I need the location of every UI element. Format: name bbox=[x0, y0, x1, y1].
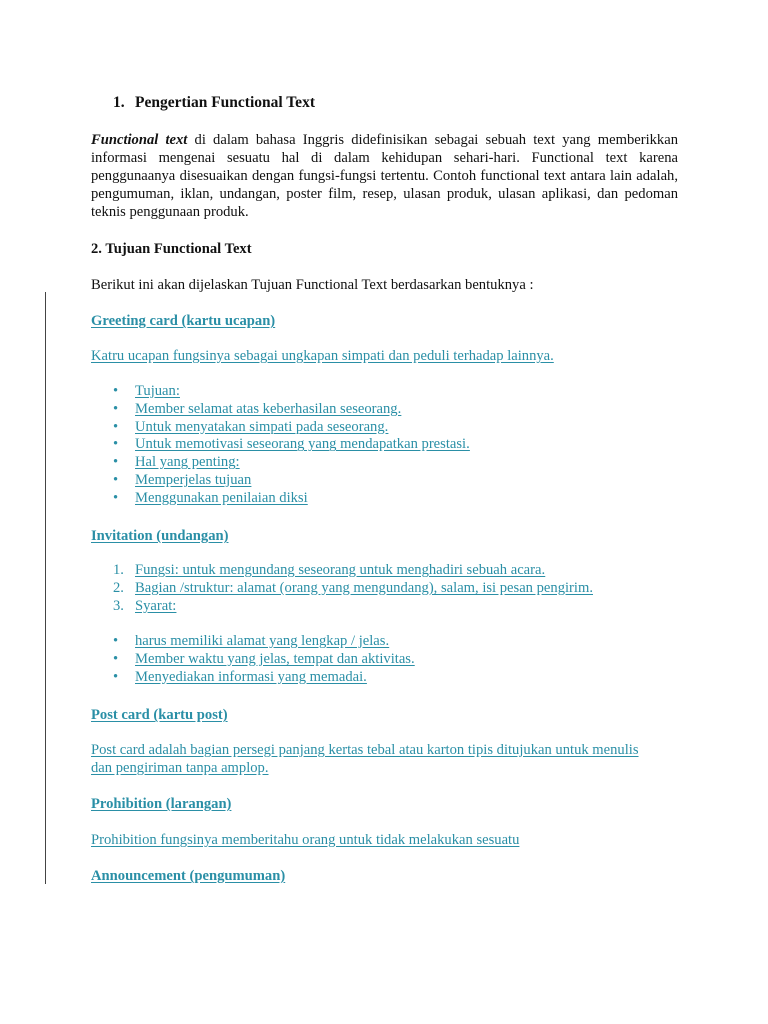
greeting-list-item-text: Memperjelas tujuan bbox=[135, 471, 252, 488]
prohibition-heading[interactable]: Prohibition (larangan) bbox=[91, 796, 232, 812]
invitation-numbered-item-text: Bagian /struktur: alamat (orang yang mengundang), salam, isi pesan pengirim. bbox=[135, 579, 593, 596]
list-number: 1. bbox=[113, 562, 124, 578]
greeting-list-item[interactable] bbox=[113, 401, 470, 419]
greeting-list-item[interactable] bbox=[113, 436, 470, 454]
invitation-numbered-item[interactable] bbox=[113, 598, 593, 616]
invitation-bullet-item-text: Member waktu yang jelas, tempat dan aktivitas. bbox=[135, 650, 415, 667]
invitation-bullet-item[interactable] bbox=[113, 669, 415, 687]
section1-heading bbox=[113, 94, 315, 112]
invitation-numbered-list bbox=[113, 562, 593, 615]
greeting-list-item-text: Member selamat atas keberhasilan seseorang. bbox=[135, 400, 402, 417]
postcard-heading[interactable]: Post card (kartu post) bbox=[91, 707, 228, 723]
greeting-list-item[interactable] bbox=[113, 383, 470, 401]
greeting-heading[interactable]: Greeting card (kartu ucapan) bbox=[91, 313, 276, 329]
invitation-bullet-list bbox=[113, 633, 415, 686]
bullet-icon: • bbox=[113, 436, 119, 453]
postcard-text-line1[interactable]: Post card adalah bagian persegi panjang kertas tebal atau karton tipis ditujukan untuk menulis bbox=[91, 742, 639, 758]
section1-number: 1. bbox=[113, 94, 125, 111]
greeting-list-item-text: Tujuan: bbox=[135, 383, 180, 399]
bullet-icon: • bbox=[113, 489, 119, 506]
list-number: 3. bbox=[113, 597, 124, 614]
greeting-list bbox=[113, 383, 470, 508]
greeting-list-item[interactable] bbox=[113, 472, 470, 490]
greeting-list-item-text: Untuk memotivasi seseorang yang mendapatkan prestasi. bbox=[135, 436, 470, 453]
invitation-bullet-item[interactable] bbox=[113, 651, 415, 669]
bullet-icon: • bbox=[113, 454, 119, 471]
invitation-bullet-item-text: harus memiliki alamat yang lengkap / jelas. bbox=[135, 633, 390, 649]
prohibition-text[interactable]: Prohibition fungsinya memberitahu orang untuk tidak melakukan sesuatu bbox=[91, 832, 520, 848]
section1-lead: Functional text bbox=[91, 132, 188, 148]
section2-heading: 2. Tujuan Functional Text bbox=[91, 241, 252, 257]
greeting-list-item[interactable] bbox=[113, 454, 470, 472]
announcement-heading[interactable]: Announcement (pengumuman) bbox=[91, 868, 286, 884]
postcard-text-line2[interactable]: dan pengiriman tanpa amplop. bbox=[91, 760, 269, 776]
bullet-icon: • bbox=[113, 668, 119, 685]
greeting-list-item[interactable] bbox=[113, 490, 470, 508]
list-number: 2. bbox=[113, 579, 124, 596]
invitation-numbered-item-text: Syarat: bbox=[135, 597, 177, 614]
section1-title: Pengertian Functional Text bbox=[135, 94, 315, 111]
section2-intro: Berikut ini akan dijelaskan Tujuan Functional Text berdasarkan bentuknya : bbox=[91, 277, 534, 293]
greeting-list-item-text: Hal yang penting: bbox=[135, 454, 240, 471]
bullet-icon: • bbox=[113, 650, 119, 667]
invitation-numbered-item-text: Fungsi: untuk mengundang seseorang untuk menghadiri sebuah acara. bbox=[135, 562, 546, 578]
bullet-icon: • bbox=[113, 633, 119, 649]
invitation-numbered-item[interactable] bbox=[113, 562, 593, 580]
invitation-bullet-item[interactable] bbox=[113, 633, 415, 651]
bullet-icon: • bbox=[113, 383, 119, 399]
invitation-heading[interactable]: Invitation (undangan) bbox=[91, 528, 229, 544]
invitation-bullet-item-text: Menyediakan informasi yang memadai. bbox=[135, 668, 367, 685]
greeting-text[interactable]: Katru ucapan fungsinya sebagai ungkapan simpati dan peduli terhadap lainnya. bbox=[91, 348, 554, 364]
invitation-numbered-item[interactable] bbox=[113, 580, 593, 598]
bullet-icon: • bbox=[113, 418, 119, 435]
greeting-list-item-text: Untuk menyatakan simpati pada seseorang. bbox=[135, 418, 389, 435]
greeting-list-item-text: Menggunakan penilaian diksi bbox=[135, 489, 308, 506]
bullet-icon: • bbox=[113, 400, 119, 417]
section1-body: di dalam bahasa Inggris didefinisikan sebagai sebuah text yang memberikkan informasi mengenai sesuatu hal di dalam kehidupan sehari-hari. Functional text karena penggunaanya disesuaikan dengan fungsi-fungsi tertentu. Contoh functional text antara lain adalah, pengumuman, iklan, undangan, poster film, resep, ulasan produk, ulasan aplikasi, dan pedoman teknis penggunaan produk. bbox=[91, 132, 679, 220]
margin-line bbox=[45, 292, 46, 884]
greeting-list-item[interactable] bbox=[113, 419, 470, 437]
section1-paragraph bbox=[91, 131, 678, 221]
bullet-icon: • bbox=[113, 471, 119, 488]
